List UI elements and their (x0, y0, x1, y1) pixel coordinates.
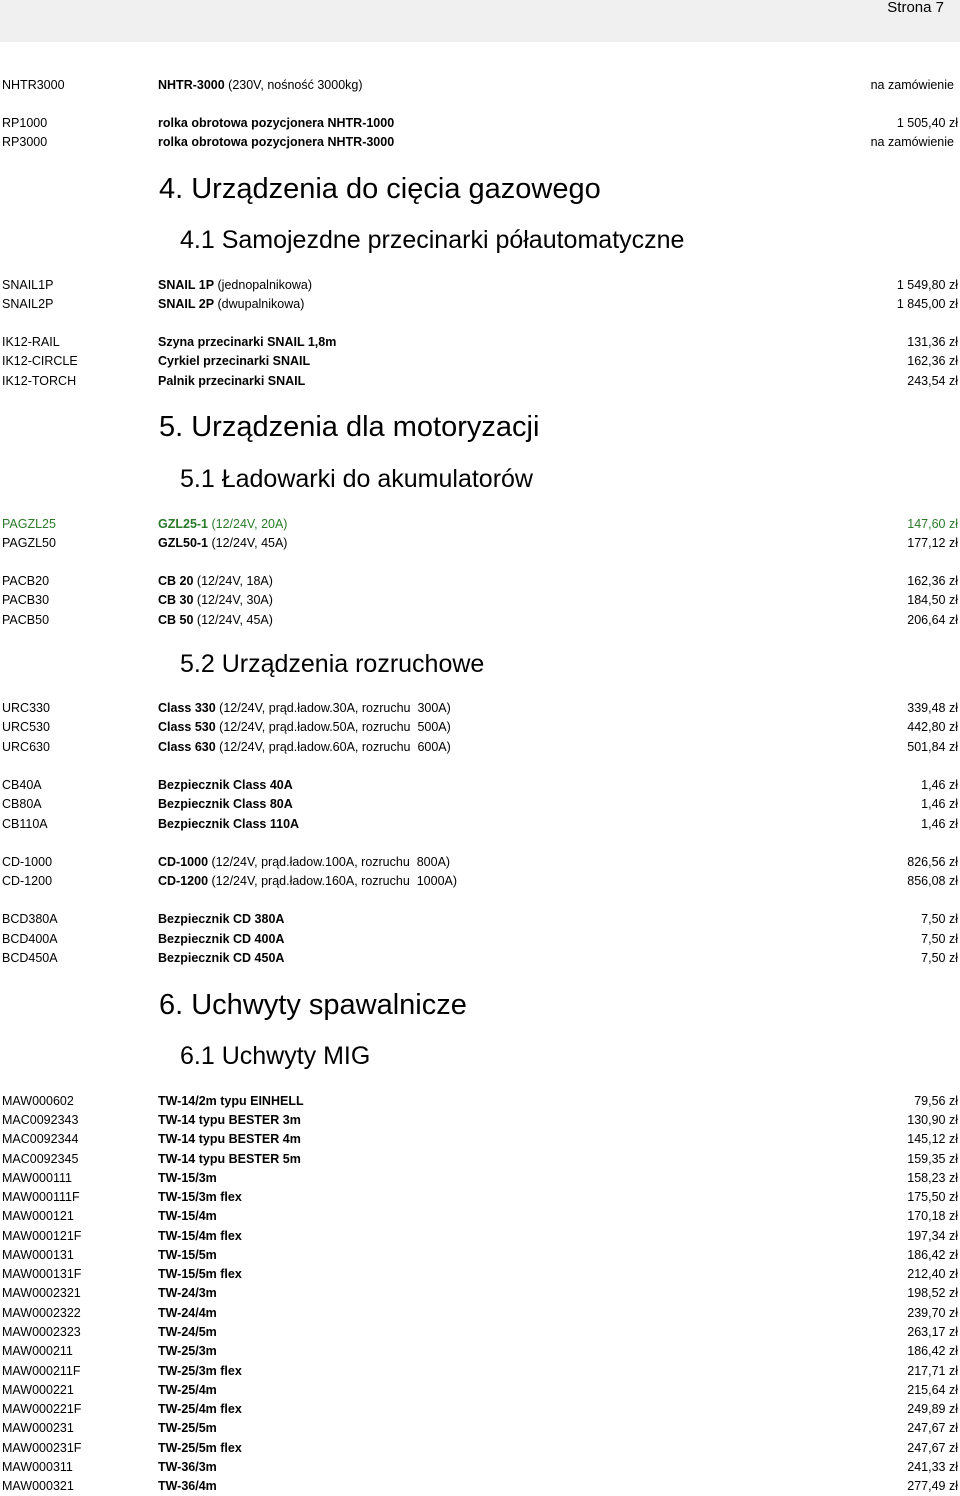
product-price: 856,08 zł (907, 874, 958, 888)
product-row (0, 930, 960, 949)
product-code: IK12-RAIL (2, 335, 60, 349)
product-description (158, 1439, 242, 1458)
product-row (0, 910, 960, 929)
product-price: 175,50 zł (907, 1190, 958, 1204)
product-row (0, 1304, 960, 1323)
product-detail: (jednopalnikowa) (214, 278, 313, 292)
product-row (0, 795, 960, 814)
product-name: TW-25/3m (158, 1344, 217, 1358)
product-name: Class 530 (158, 720, 216, 734)
product-row (0, 372, 960, 391)
product-price: 1 549,80 zł (896, 278, 958, 292)
product-description (158, 352, 310, 371)
product-code: MAW000321 (2, 1479, 74, 1493)
product-code: MAW000121 (2, 1209, 74, 1223)
product-row (0, 718, 960, 737)
product-row (0, 352, 960, 371)
product-price: 158,23 zł (907, 1171, 958, 1185)
product-price: 501,84 zł (907, 740, 958, 754)
product-code: MAW000131 (2, 1248, 74, 1262)
product-name: Bezpiecznik Class 110A (158, 817, 300, 831)
product-code: RP1000 (2, 116, 48, 130)
product-price: 7,50 zł (921, 932, 958, 946)
product-detail: (12/24V, 45A) (193, 613, 273, 627)
product-price: 79,56 zł (914, 1094, 958, 1108)
product-name: Bezpiecznik Class 40A (158, 778, 293, 792)
product-row (0, 872, 960, 891)
product-detail: (12/24V, 45A) (208, 536, 288, 550)
product-description (158, 333, 336, 352)
product-row (0, 949, 960, 968)
product-price: 170,18 zł (907, 1209, 958, 1223)
product-price: 215,64 zł (907, 1383, 958, 1397)
product-detail: (12/24V, prąd.ładow.160A, rozruchu 1000A) (208, 874, 458, 888)
product-row (0, 699, 960, 718)
product-description (158, 1477, 217, 1496)
product-code: MAW000111 (2, 1171, 72, 1185)
product-name: TW-36/4m (158, 1479, 217, 1493)
product-code: CB110A (2, 817, 48, 831)
product-name: SNAIL 1P (158, 278, 215, 292)
product-code: URC330 (2, 701, 50, 715)
section-heading: 6. Uchwyty spawalnicze (159, 989, 467, 1021)
product-price: 177,12 zł (907, 536, 958, 550)
product-code: MAW000221F (2, 1402, 82, 1416)
product-price: 186,42 zł (907, 1344, 958, 1358)
product-description (158, 1188, 242, 1207)
product-price: 247,67 zł (907, 1441, 958, 1455)
product-row (0, 1381, 960, 1400)
product-code: CB40A (2, 778, 42, 792)
product-price: 7,50 zł (921, 912, 958, 926)
product-name: Palnik przecinarki SNAIL (158, 374, 306, 388)
product-row (0, 1265, 960, 1284)
product-description (158, 910, 284, 929)
product-code: MAW000131F (2, 1267, 82, 1281)
product-row (0, 611, 960, 630)
product-name: TW-15/4m flex (158, 1229, 242, 1243)
product-code: URC530 (2, 720, 50, 734)
product-row (0, 1477, 960, 1496)
product-code: MAW000602 (2, 1094, 74, 1108)
product-row (0, 776, 960, 795)
product-description (158, 949, 284, 968)
product-price: 263,17 zł (907, 1325, 958, 1339)
product-name: TW-25/4m flex (158, 1402, 242, 1416)
product-row (0, 1111, 960, 1130)
product-description (158, 776, 293, 795)
product-description (158, 534, 287, 553)
product-description (158, 591, 273, 610)
product-code: RP3000 (2, 135, 48, 149)
product-price: 826,56 zł (907, 855, 958, 869)
product-name: GZL25-1 (158, 517, 209, 531)
product-name: TW-24/3m (158, 1286, 217, 1300)
product-price: 1,46 zł (921, 797, 958, 811)
product-code: CB80A (2, 797, 42, 811)
product-price: 442,80 zł (907, 720, 958, 734)
product-name: CD-1200 (158, 874, 209, 888)
product-row (0, 815, 960, 834)
product-name: TW-15/5m (158, 1248, 217, 1262)
product-name: Class 330 (158, 701, 216, 715)
product-code: MAC0092343 (2, 1113, 79, 1127)
product-name: CD-1000 (158, 855, 209, 869)
product-name: Bezpiecznik CD 450A (158, 951, 285, 965)
product-row (0, 1362, 960, 1381)
product-detail: (dwupalnikowa) (214, 297, 305, 311)
product-description (158, 1362, 242, 1381)
product-price: 162,36 zł (907, 354, 958, 368)
product-name: Bezpiecznik CD 380A (158, 912, 285, 926)
product-code: PACB20 (2, 574, 50, 588)
product-name: TW-14 typu BESTER 3m (158, 1113, 301, 1127)
product-code: PACB30 (2, 593, 50, 607)
product-name: SNAIL 2P (158, 297, 215, 311)
product-row (0, 1227, 960, 1246)
product-row (0, 738, 960, 757)
product-code: CD-1200 (2, 874, 53, 888)
product-price: 130,90 zł (907, 1113, 958, 1127)
product-code: PAGZL50 (2, 536, 56, 550)
product-price: 186,42 zł (907, 1248, 958, 1262)
product-row (0, 1246, 960, 1265)
product-detail: (12/24V, prąd.ładow.100A, rozruchu 800A) (208, 855, 451, 869)
product-description (158, 1304, 217, 1323)
product-price: na zamówienie (870, 135, 954, 149)
product-price: 339,48 zł (907, 701, 958, 715)
product-row (0, 534, 960, 553)
product-row (0, 1342, 960, 1361)
product-description (158, 295, 304, 314)
product-name: TW-25/5m (158, 1421, 217, 1435)
product-name: Bezpiecznik CD 400A (158, 932, 285, 946)
product-code: BCD400A (2, 932, 58, 946)
product-detail: (12/24V, 30A) (193, 593, 273, 607)
subsection-heading: 5.1 Ładowarki do akumulatorów (180, 465, 533, 493)
product-code: MAW0002323 (2, 1325, 81, 1339)
product-code: MAW000221 (2, 1383, 74, 1397)
product-name: TW-14 typu BESTER 5m (158, 1152, 301, 1166)
product-code: MAW000231 (2, 1421, 74, 1435)
product-name: Class 630 (158, 740, 216, 754)
product-price: 197,34 zł (907, 1229, 958, 1243)
product-price: 249,89 zł (907, 1402, 958, 1416)
product-description (158, 1381, 217, 1400)
product-code: MAW000121F (2, 1229, 82, 1243)
product-code: MAC0092345 (2, 1152, 79, 1166)
product-code: PAGZL25 (2, 517, 56, 531)
product-name: TW-15/4m (158, 1209, 217, 1223)
product-price: 241,33 zł (907, 1460, 958, 1474)
product-price: 198,52 zł (907, 1286, 958, 1300)
product-name: TW-15/5m flex (158, 1267, 242, 1281)
product-description (158, 1130, 301, 1149)
product-name: TW-25/5m flex (158, 1441, 242, 1455)
product-name: TW-14/2m typu EINHELL (158, 1094, 304, 1108)
product-code: CD-1000 (2, 855, 53, 869)
product-detail: (12/24V, 20A) (208, 517, 288, 531)
product-name: TW-15/3m (158, 1171, 217, 1185)
product-name: TW-15/3m flex (158, 1190, 242, 1204)
product-description (158, 1150, 301, 1169)
product-code: MAW000111F (2, 1190, 80, 1204)
product-description (158, 815, 299, 834)
subsection-heading: 5.2 Urządzenia rozruchowe (180, 650, 485, 678)
product-row (0, 1458, 960, 1477)
product-price: 217,71 zł (907, 1364, 958, 1378)
product-code: MAW000211 (2, 1344, 73, 1358)
product-description (158, 1284, 217, 1303)
product-code: MAW000311 (2, 1460, 73, 1474)
product-detail: (12/24V, prąd.ładow.30A, rozruchu 300A) (215, 701, 451, 715)
product-row (0, 1130, 960, 1149)
page-header-bar (0, 0, 960, 42)
product-price: 1,46 zł (921, 778, 958, 792)
product-name: rolka obrotowa pozycjonera NHTR-3000 (158, 135, 395, 149)
product-row (0, 276, 960, 295)
subsection-heading: 6.1 Uchwyty MIG (180, 1042, 371, 1070)
product-name: CB 20 (158, 574, 194, 588)
product-name: Cyrkiel przecinarki SNAIL (158, 354, 311, 368)
product-description (158, 1207, 217, 1226)
product-row (0, 1439, 960, 1458)
product-code: BCD380A (2, 912, 58, 926)
product-description (158, 1092, 304, 1111)
product-detail: (12/24V, prąd.ładow.60A, rozruchu 600A) (215, 740, 451, 754)
product-name: TW-24/5m (158, 1325, 217, 1339)
product-detail: (12/24V, 18A) (193, 574, 273, 588)
product-code: IK12-TORCH (2, 374, 77, 388)
product-description (158, 795, 293, 814)
product-description (158, 1419, 217, 1438)
product-row (0, 853, 960, 872)
product-name: TW-14 typu BESTER 4m (158, 1132, 301, 1146)
product-row (0, 1092, 960, 1111)
product-description (158, 133, 394, 152)
product-description (158, 738, 451, 757)
product-code: SNAIL2P (2, 297, 54, 311)
product-description (158, 1400, 242, 1419)
product-code: MAC0092344 (2, 1132, 79, 1146)
product-code: URC630 (2, 740, 50, 754)
product-row (0, 1400, 960, 1419)
product-price: 247,67 zł (907, 1421, 958, 1435)
product-name: Szyna przecinarki SNAIL 1,8m (158, 335, 337, 349)
product-description (158, 853, 450, 872)
product-description (158, 1342, 217, 1361)
product-price: 1 505,40 zł (896, 116, 958, 130)
product-price: 1 845,00 zł (896, 297, 958, 311)
product-description (158, 276, 312, 295)
product-name: rolka obrotowa pozycjonera NHTR-1000 (158, 116, 395, 130)
product-row (0, 133, 960, 152)
product-code: MAW000231F (2, 1441, 82, 1455)
product-description (158, 515, 287, 534)
product-row (0, 515, 960, 534)
product-name: NHTR-3000 (158, 78, 225, 92)
product-name: GZL50-1 (158, 536, 209, 550)
product-code: MAW000211F (2, 1364, 81, 1378)
product-name: Bezpiecznik Class 80A (158, 797, 293, 811)
product-code: IK12-CIRCLE (2, 354, 78, 368)
product-price: 162,36 zł (907, 574, 958, 588)
subsection-heading: 4.1 Samojezdne przecinarki półautomatyczne (180, 226, 685, 254)
product-code: MAW0002321 (2, 1286, 81, 1300)
product-price: 1,46 zł (921, 817, 958, 831)
product-description (158, 1227, 242, 1246)
product-description (158, 1111, 301, 1130)
product-price: 7,50 zł (921, 951, 958, 965)
product-name: TW-36/3m (158, 1460, 217, 1474)
product-description (158, 1169, 217, 1188)
product-price: 239,70 zł (907, 1306, 958, 1320)
product-name: TW-25/4m (158, 1383, 217, 1397)
product-description (158, 1265, 242, 1284)
product-row (0, 1323, 960, 1342)
product-description (158, 930, 284, 949)
product-code: MAW0002322 (2, 1306, 81, 1320)
product-row (0, 114, 960, 133)
product-description (158, 699, 451, 718)
product-code: BCD450A (2, 951, 58, 965)
product-price: 159,35 zł (907, 1152, 958, 1166)
product-name: CB 30 (158, 593, 194, 607)
product-row (0, 572, 960, 591)
product-price: 243,54 zł (907, 374, 958, 388)
product-description (158, 1323, 217, 1342)
section-heading: 4. Urządzenia do cięcia gazowego (159, 173, 601, 205)
product-name: TW-25/3m flex (158, 1364, 242, 1378)
product-code: NHTR3000 (2, 78, 65, 92)
product-description (158, 1458, 217, 1477)
product-description (158, 372, 305, 391)
page-number: Strona 7 (887, 0, 944, 16)
product-row (0, 591, 960, 610)
product-row (0, 1169, 960, 1188)
product-row (0, 1150, 960, 1169)
product-price: 145,12 zł (907, 1132, 958, 1146)
product-price: 277,49 zł (907, 1479, 958, 1493)
product-row (0, 76, 960, 95)
product-name: TW-24/4m (158, 1306, 217, 1320)
product-description (158, 718, 451, 737)
product-description (158, 114, 394, 133)
product-detail: (12/24V, prąd.ładow.50A, rozruchu 500A) (215, 720, 451, 734)
product-description (158, 611, 273, 630)
product-price: 147,60 zł (907, 517, 958, 531)
product-code: SNAIL1P (2, 278, 54, 292)
product-price: na zamówienie (870, 78, 954, 92)
product-description (158, 872, 457, 891)
product-price: 184,50 zł (907, 593, 958, 607)
product-price: 131,36 zł (907, 335, 958, 349)
product-row (0, 1207, 960, 1226)
product-detail: (230V, nośność 3000kg) (224, 78, 363, 92)
product-name: CB 50 (158, 613, 194, 627)
product-price: 212,40 zł (907, 1267, 958, 1281)
product-description (158, 76, 363, 95)
product-price: 206,64 zł (907, 613, 958, 627)
product-row (0, 333, 960, 352)
product-code: PACB50 (2, 613, 50, 627)
product-row (0, 1419, 960, 1438)
product-row (0, 1284, 960, 1303)
section-heading: 5. Urządzenia dla motoryzacji (159, 411, 540, 443)
product-description (158, 572, 273, 591)
product-row (0, 295, 960, 314)
product-description (158, 1246, 217, 1265)
product-row (0, 1188, 960, 1207)
